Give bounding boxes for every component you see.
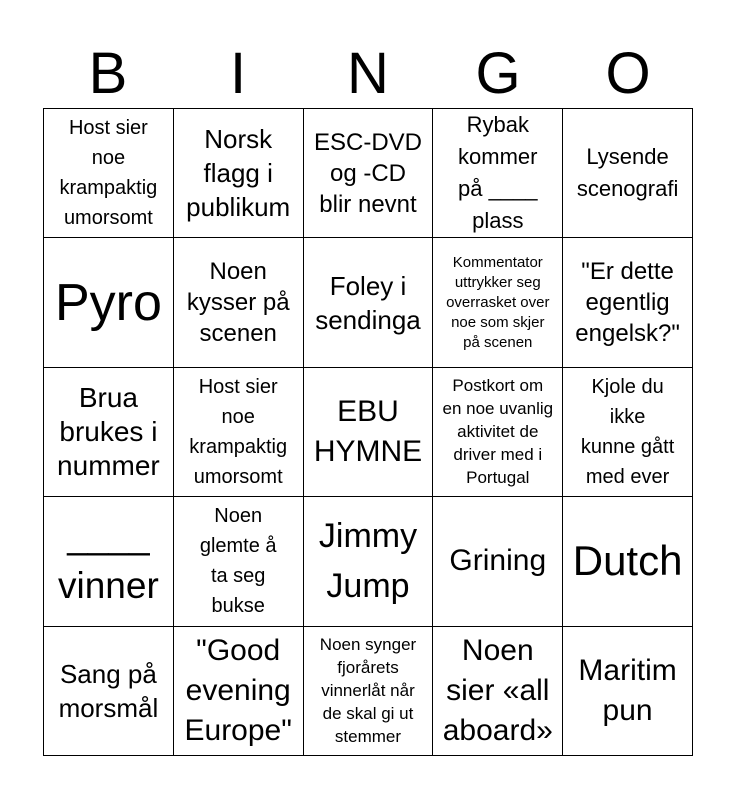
- cell-text: Sang på morsmål: [58, 658, 159, 723]
- bingo-cell[interactable]: [304, 238, 434, 367]
- bingo-cell[interactable]: [44, 627, 174, 756]
- bingo-cell[interactable]: [44, 497, 174, 626]
- cell-text: Noen glemte å ta seg bukse: [199, 505, 277, 618]
- cell-text: Foley i sendinga: [315, 270, 421, 335]
- cell-text: Lysende scenografi: [576, 144, 679, 202]
- bingo-header: [43, 40, 693, 108]
- bingo-cell[interactable]: [433, 238, 563, 367]
- cell-text: "Good evening Europe": [184, 633, 292, 747]
- cell-text: Noen kysser på scenen: [186, 258, 290, 348]
- header-letter-b: B: [88, 41, 128, 106]
- bingo-cell[interactable]: [563, 497, 693, 626]
- cell-text: ESC-DVD og -CD blir nevnt: [313, 128, 422, 218]
- bingo-cell[interactable]: [174, 368, 304, 497]
- header-letter-i: I: [229, 41, 247, 106]
- cell-text: Maritim pun: [578, 653, 677, 727]
- cell-text: Pyro: [54, 273, 162, 332]
- cell-text: "Er dette egentlig engelsk?": [575, 258, 680, 348]
- bingo-cell[interactable]: [44, 109, 174, 238]
- cell-text: ____ vinner: [58, 515, 159, 607]
- header-letter-g: G: [475, 41, 521, 106]
- bingo-grid: [43, 108, 693, 756]
- bingo-cell[interactable]: [563, 368, 693, 497]
- cell-text: Kommentator uttrykker seg overrasket over noe som skjer på scenen: [446, 253, 550, 351]
- bingo-cell[interactable]: [44, 238, 174, 367]
- bingo-cell[interactable]: [304, 368, 434, 497]
- bingo-cell[interactable]: [433, 627, 563, 756]
- cell-text: Noen synger fjorårets vinnerlåt når de skal gi ut stemmer: [319, 635, 417, 747]
- bingo-cell[interactable]: [44, 368, 174, 497]
- cell-text: Host sier noe krampaktig umorsomt: [189, 375, 288, 488]
- bingo-cell[interactable]: [563, 238, 693, 367]
- bingo-cell[interactable]: [174, 497, 304, 626]
- bingo-cell[interactable]: [433, 497, 563, 626]
- cell-text: Noen sier «all aboard»: [442, 633, 553, 747]
- cell-text: Jimmy Jump: [318, 517, 418, 606]
- bingo-cell[interactable]: [563, 109, 693, 238]
- bingo-cell[interactable]: [433, 368, 563, 497]
- cell-text: EBU HYMNE: [313, 394, 423, 468]
- cell-text: Postkort om en noe uvanlig aktivitet de driver med i Portugal: [442, 376, 554, 488]
- cell-text: Brua brukes i nummer: [57, 381, 160, 481]
- bingo-cell[interactable]: [304, 497, 434, 626]
- header-letter-o: O: [605, 41, 651, 106]
- bingo-cell[interactable]: [174, 109, 304, 238]
- bingo-cell[interactable]: [304, 627, 434, 756]
- bingo-cell[interactable]: [174, 627, 304, 756]
- bingo-cell[interactable]: [174, 238, 304, 367]
- cell-text: Norsk flagg i publikum: [186, 124, 291, 223]
- cell-text: Rybak kommer på ____ plass: [458, 112, 538, 234]
- header-letter-n: N: [347, 41, 389, 106]
- cell-text: Host sier noe krampaktig umorsomt: [59, 117, 158, 230]
- bingo-cell[interactable]: [433, 109, 563, 238]
- cell-text: Grining: [449, 544, 547, 578]
- cell-text: Dutch: [572, 537, 683, 585]
- bingo-cell[interactable]: [304, 109, 434, 238]
- bingo-cell[interactable]: [563, 627, 693, 756]
- cell-text: Kjole du ikke kunne gått med ever: [580, 375, 675, 488]
